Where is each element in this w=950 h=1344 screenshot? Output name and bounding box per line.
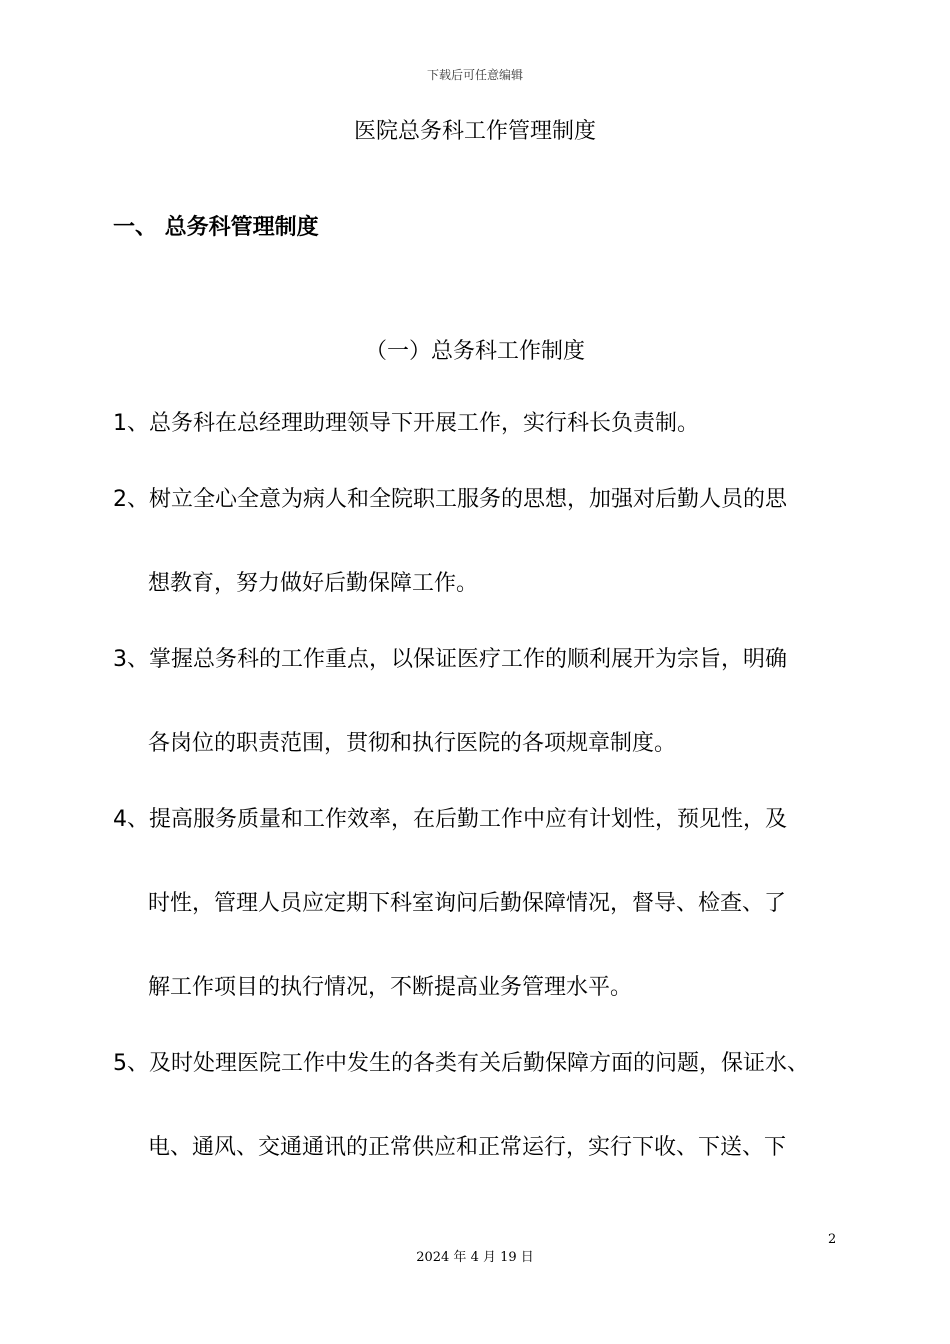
paragraph-line: 2、树立全心全意为病人和全院职工服务的思想，加强对后勤人员的思	[113, 487, 787, 512]
document-title: 医院总务科工作管理制度	[353, 119, 596, 144]
paragraph-line: 1、总务科在总经理助理领导下开展工作，实行科长负责制。	[113, 411, 699, 436]
section-heading: 一、 总务科管理制度	[113, 215, 319, 240]
paragraph-line: 时性，管理人员应定期下科室询问后勤保障情况，督导、检查、了	[148, 891, 787, 916]
paragraph-line: 5、及时处理医院工作中发生的各类有关后勤保障方面的问题，保证水、	[113, 1051, 809, 1076]
subsection-heading: （一）总务科工作制度	[364, 339, 585, 364]
paragraph-line: 各岗位的职责范围，贯彻和执行医院的各项规章制度。	[148, 731, 677, 756]
paragraph-line: 电、通风、交通通讯的正常供应和正常运行，实行下收、下送、下	[148, 1135, 787, 1160]
paragraph-line: 4、提高服务质量和工作效率，在后勤工作中应有计划性，预见性，及	[113, 807, 787, 832]
header-note: 下载后可任意编辑	[426, 68, 523, 82]
paragraph-line: 想教育，努力做好后勤保障工作。	[148, 571, 479, 596]
paragraph-line: 3、掌握总务科的工作重点，以保证医疗工作的顺利展开为宗旨，明确	[113, 647, 787, 672]
page-number: 2	[828, 1232, 837, 1247]
paragraph-line: 解工作项目的执行情况，不断提高业务管理水平。	[148, 975, 633, 1000]
footer-date: 2024 年 4 月 19 日	[416, 1250, 534, 1265]
